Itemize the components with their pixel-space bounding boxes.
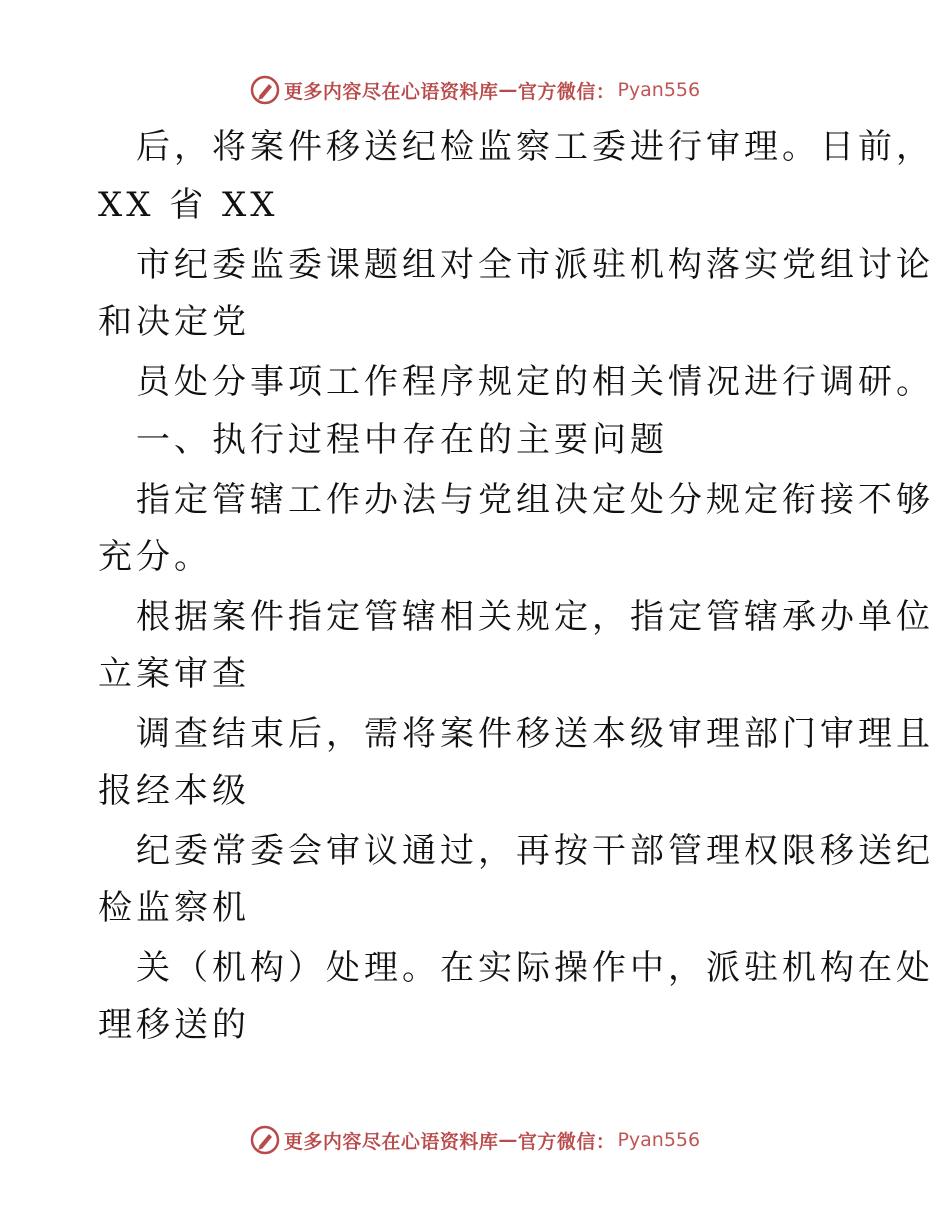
watermark-handle: Pyan556 — [617, 79, 701, 101]
header-watermark — [0, 70, 950, 110]
text-line: 员处分事项工作程序规定的相关情况进行调研。 — [136, 362, 934, 402]
text-line: 充分。 — [98, 537, 212, 577]
watermark-label: 官方微信： — [517, 80, 616, 103]
text-line: 调查结束后，需将案件移送本级审理部门审理且 — [136, 714, 934, 754]
text-line: 市纪委监委课题组对全市派驻机构落实党组讨论 — [136, 245, 934, 285]
section-heading: 一、执行过程中存在的主要问题 — [136, 420, 668, 460]
text-line: 理移送的 — [98, 1005, 250, 1045]
text-line: 和决定党 — [98, 302, 250, 342]
watermark-handle: Pyan556 — [617, 1129, 701, 1151]
watermark-dash: — — [498, 1129, 518, 1151]
footer-watermark — [0, 1120, 950, 1160]
text-line: 报经本级 — [98, 771, 250, 811]
text-line: 检监察机 — [98, 888, 250, 928]
pen-logo-icon — [250, 1125, 280, 1155]
text-line: XX 省 XX — [98, 185, 279, 225]
pen-logo-icon — [250, 75, 280, 105]
text-line: 指定管辖工作办法与党组决定处分规定衔接不够 — [136, 480, 934, 520]
text-line: 根据案件指定管辖相关规定，指定管辖承办单位 — [136, 597, 934, 637]
watermark-text: 更多内容尽在心语资料库 — [283, 80, 499, 103]
text-line: 立案审查 — [98, 654, 250, 694]
text-line: 关（机构）处理。在实际操作中，派驻机构在处 — [136, 948, 934, 988]
text-line: 纪委常委会审议通过，再按干部管理权限移送纪 — [136, 831, 934, 871]
watermark-dash: — — [498, 79, 518, 101]
watermark-text: 更多内容尽在心语资料库 — [283, 1130, 499, 1153]
watermark-label: 官方微信： — [517, 1130, 616, 1153]
text-line: 后，将案件移送纪检监察工委进行审理。日前， — [136, 127, 934, 167]
